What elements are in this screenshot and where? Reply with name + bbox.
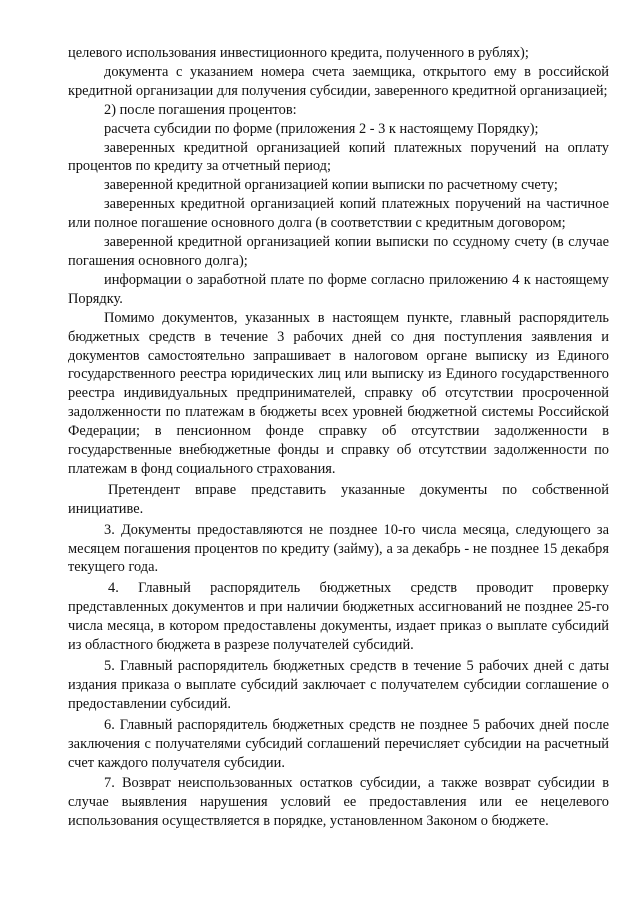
paragraph-registry-requests: Помимо документов, указанных в настоящем пункте, главный распорядитель бюджетных средств в течение 3 рабочих дней со дня поступления заявления и документов самостоятельно запрашивает в налоговом органе выписку из Единого государственного реестра юридических лиц или выписку из Единого государственного реестра индивидуальных предпринимателей, справку об отсутствии просроченной задолженности по платежам в бюджеты всех уровней бюджетной системы Российской Федерации; в пенсионном фонде справку об отсутствии задолженности в государственные внебюджетные фонды и справку об отсутствии задолженности по платежам в фонд социального страхования.: [68, 309, 609, 477]
paragraph-payment-orders-interest: заверенных кредитной организацией копий платежных поручений на оплату процентов по кредиту за отчетный период;: [68, 139, 609, 175]
paragraph-item-5: 5. Главный распорядитель бюджетных средств в течение 5 рабочих дней с даты издания приказа о выплате субсидий заключает с получателем субсидии соглашение о предоставлении субсидий.: [68, 658, 609, 712]
paragraph-settlement-statement: заверенной кредитной организацией копии выписки по расчетному счету;: [104, 177, 558, 194]
paragraph-after-interest-heading: 2) после погашения процентов:: [104, 101, 297, 118]
paragraph-item-7: 7. Возврат неиспользованных остатков субсидии, а также возврат субсидии в случае выявления нарушения условий ее предоставления или ее нецелевого использования осуществляется в порядке, установленном Законом о бюджете.: [68, 775, 609, 830]
paragraph-salary-info: информации о заработной плате по форме согласно приложению 4 к настоящему Порядку.: [68, 271, 609, 307]
paragraph-item-6: 6. Главный распорядитель бюджетных средств не позднее 5 рабочих дней после заключения с получателями субсидий соглашений перечисляет субсидии на расчетный счет каждого получателя субсидии.: [68, 716, 609, 771]
paragraph-applicant-initiative: Претендент вправе представить указанные документы по собственной инициативе.: [68, 481, 609, 517]
paragraph-account-document: документа с указанием номера счета заемщика, открытого ему в российской кредитной организации для получения субсидии, заверенного кредитной организацией;: [68, 63, 609, 99]
paragraph-item-3: 3. Документы предоставляются не позднее 10-го числа месяца, следующего за месяцем погашения процентов по кредиту (займу), а за декабрь - не позднее 15 декабря текущего года.: [68, 521, 609, 576]
paragraph-item-4: 4. Главный распорядитель бюджетных средств проводит проверку представленных документов и при наличии бюджетных ассигнований не позднее 25-го числа месяца, в котором предоставлены документы, издает приказ о выплате субсидий из областного бюджета в разрезе получателей субсидий.: [68, 580, 609, 654]
paragraph-continuation: целевого использования инвестиционного кредита, полученного в рублях);: [68, 45, 529, 61]
paragraph-loan-statement: заверенной кредитной организацией копии выписки по ссудному счету (в случае погашения основного долга);: [68, 234, 609, 269]
paragraph-payment-orders-principal: заверенных кредитной организацией копий платежных поручений на частичное или полное погашение основного долга (в соответствии с кредитным договором;: [68, 196, 609, 232]
paragraph-subsidy-calculation: расчета субсидии по форме (приложения 2 - 3 к настоящему Порядку);: [104, 120, 539, 137]
document-page: [68, 44, 609, 831]
